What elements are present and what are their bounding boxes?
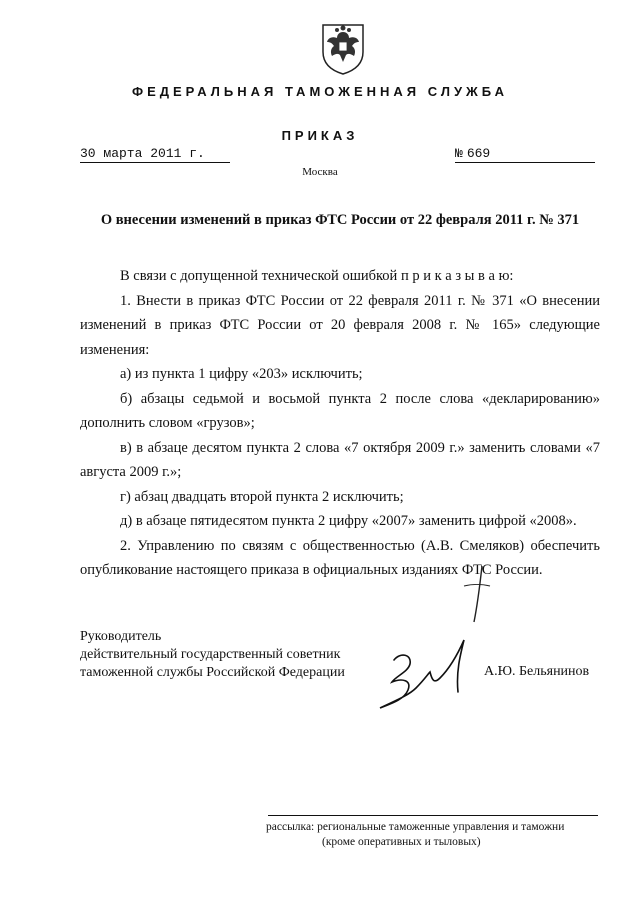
- signer-position-line1: Руководитель: [80, 629, 162, 644]
- item-b: б) абзацы седьмой и восьмой пункта 2 после слова «декларированию» дополнить словом «грузов»;: [80, 390, 600, 431]
- signer-position-line2: действительный государственный советник: [80, 647, 341, 662]
- distribution-line1: рассылка: региональные таможенные управления и таможни: [266, 821, 565, 833]
- item-g: г) абзац двадцать второй пункта 2 исключить;: [120, 488, 404, 505]
- item-2: 2. Управлению по связям с общественностью (А.В. Смеляков) обеспечить опубликование настоящего приказа в официальных изданиях ФТС России.: [80, 537, 600, 578]
- number-prefix: №: [455, 146, 463, 161]
- city: Москва: [302, 166, 338, 178]
- order-number-field: [455, 146, 595, 163]
- distribution-divider: [268, 815, 598, 816]
- item-c: в) в абзаце десятом пункта 2 слова «7 октября 2009 г.» заменить словами «7 августа 2009 г.»;: [80, 439, 600, 480]
- agency-name: ФЕДЕРАЛЬНАЯ ТАМОЖЕННАЯ СЛУЖБА: [131, 84, 509, 99]
- signer-position-line3: таможенной службы Российской Федерации: [80, 665, 345, 680]
- handwritten-signature-icon: [372, 632, 482, 712]
- coat-of-arms-icon: [318, 22, 368, 76]
- intro-paragraph: В связи с допущенной технической ошибкой п р и к а з ы в а ю:: [120, 268, 514, 284]
- distribution-line2: (кроме оперативных и тыловых): [322, 836, 481, 848]
- signer-name: А.Ю. Бельянинов: [484, 664, 590, 679]
- order-subject: О внесении изменений в приказ ФТС России от 22 февраля 2011 г. № 371: [100, 212, 580, 228]
- order-number: 669: [466, 146, 491, 161]
- item-d: д) в абзаце пятидесятом пункта 2 цифру «2007» заменить цифрой «2008».: [120, 513, 577, 529]
- item-1: 1. Внести в приказ ФТС России от 22 февраля 2011 г. № 371 «О внесении изменений в приказ ФТС России от 20 февраля 2008 г. № 165» следующие изменения:: [80, 292, 600, 358]
- signature-overlap-mark-icon: [452, 564, 502, 624]
- item-a: а) из пункта 1 цифру «203» исключить;: [120, 366, 363, 382]
- order-date: 30 марта 2011 г.: [80, 146, 230, 163]
- order-body: [80, 264, 600, 583]
- document-type: ПРИКАЗ: [281, 128, 359, 143]
- distribution-list: [266, 820, 606, 850]
- signature-block: [80, 628, 345, 682]
